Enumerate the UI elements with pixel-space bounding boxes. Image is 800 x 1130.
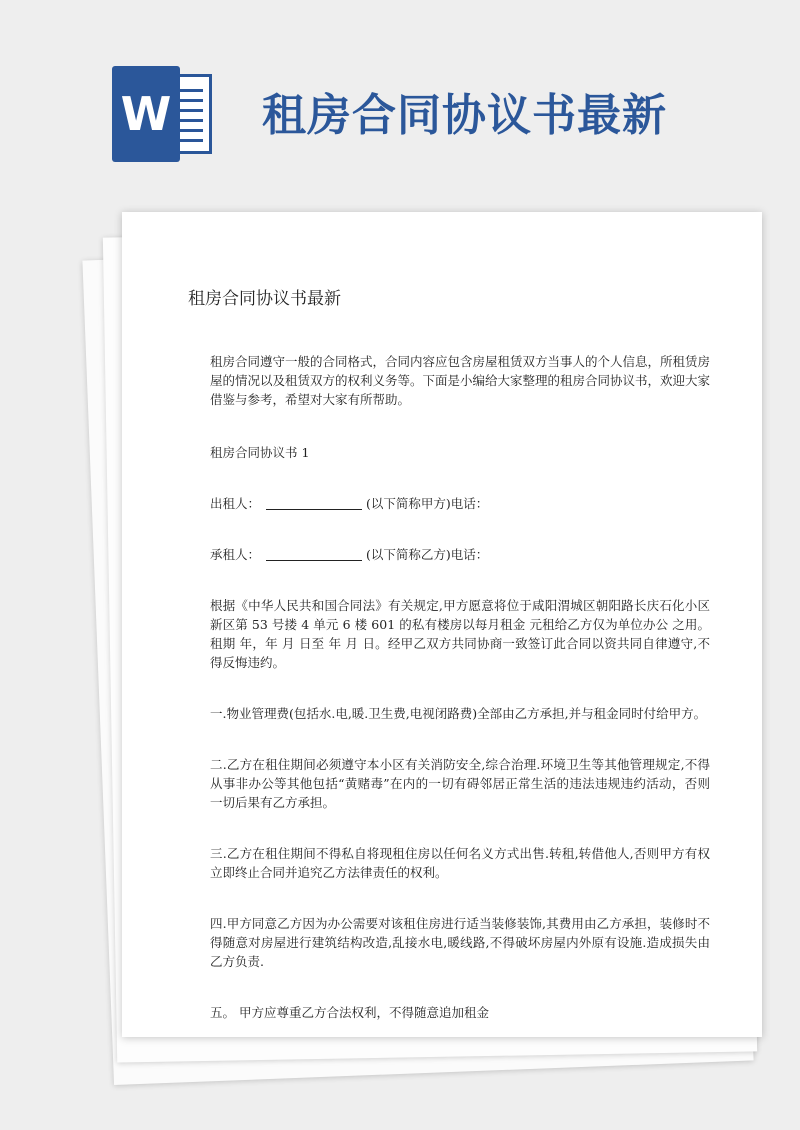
clause-5: 五。 甲方应尊重乙方合法权利，不得随意追加租金 (210, 1005, 489, 1020)
lessor-label: 出租人： (210, 496, 261, 511)
document-page (122, 212, 762, 1037)
lessor-blank (266, 495, 362, 510)
lessee-suffix: (以下简称乙方)电话： (366, 547, 489, 562)
banner-title: 租房合同协议书最新 (262, 90, 667, 141)
clause-1: 一.物业管理费(包括水.电,暖.卫生费,电视闭路费)全部由乙方承担,并与租金同时付给甲方。 (210, 706, 707, 721)
lessee-line (210, 545, 710, 564)
clause-3: 三.乙方在租住期间不得私自将现租住房以任何名义方式出售.转租,转借他人,否则甲方有权立即终止合同并追究乙方法律责任的权利。 (210, 846, 710, 880)
lessee-label: 承租人： (210, 547, 261, 562)
word-icon (112, 66, 216, 162)
document-body (210, 352, 710, 1054)
lessee-blank (266, 546, 362, 561)
section-title: 租房合同协议书 1 (210, 445, 310, 460)
word-badge: W (112, 66, 180, 162)
document-title: 租房合同协议书最新 (188, 289, 341, 309)
intro-paragraph: 租房合同遵守一般的合同格式，合同内容应包含房屋租赁双方当事人的个人信息，所租赁房屋的情况以及租赁双方的权利义务等。下面是小编给大家整理的租房合同协议书，欢迎大家借鉴与参考，希望对大家有所帮助。 (210, 354, 711, 407)
basis-paragraph: 根据《中华人民共和国合同法》有关规定,甲方愿意将位于咸阳渭城区朝阳路长庆石化小区新区第 53 号搂 4 单元 6 楼 601 的私有楼房以每月租金 元租给乙方仅为单位办公 之用。租期 年，年 月 日至 年 月 日。经甲乙双方共同协商一致签订此合同以资共同自律遵守,不得反悔违约。 (210, 598, 710, 670)
lessor-line (210, 494, 710, 513)
clause-4: 四.甲方同意乙方因为办公需要对该租住房进行适当装修装饰,其费用由乙方承担，装修时不得随意对房屋进行建筑结构改造,乱接水电,暖线路,不得破坏房屋内外原有设施.造成损失由乙方负责. (210, 916, 710, 969)
lessor-suffix: (以下简称甲方)电话： (366, 496, 489, 511)
clause-2: 二.乙方在租住期间必须遵守本小区有关消防安全,综合治理.环境卫生等其他管理规定,不得从事非办公等其他包括“黄赌毒”在内的一切有碍邻居正常生活的违法违规违约活动，否则一切后果有乙方承担。 (210, 757, 710, 810)
